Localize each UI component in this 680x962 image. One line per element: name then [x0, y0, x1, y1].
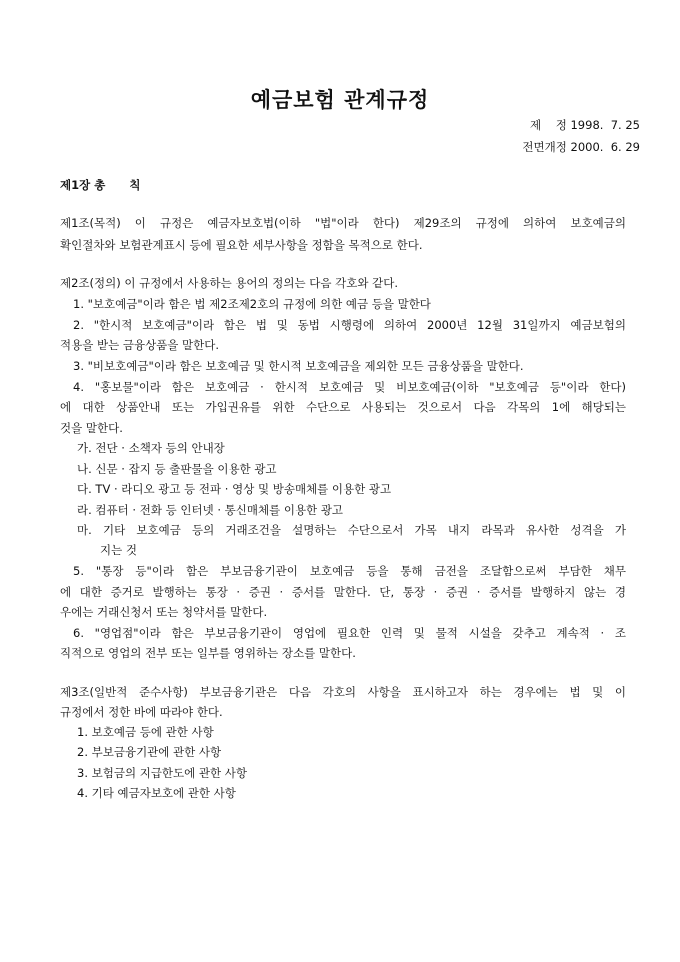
article-2-subitem-ma-line-2: 지는 것: [100, 543, 137, 557]
article-2-subitem-da: 다. TV · 라디오 광고 등 전파 · 영상 및 방송매체를 이용한 광고: [77, 482, 392, 496]
article-2-item-1: 1. "보호예금"이라 함은 법 제2조제2호의 규정에 의한 예금 등을 말한다: [73, 297, 431, 311]
revised-date: 전면개정 2000. 6. 29: [522, 140, 640, 154]
enacted-date: 제 정 1998. 7. 25: [530, 118, 640, 132]
article-2-item-4-line-1: 4. "홍보물"이라 함은 보호예금 · 한시적 보호예금 및 비보호예금(이하 "보호예금 등"이라 한다): [73, 380, 626, 394]
article-2-subitem-na: 나. 신문 · 잡지 등 출판물을 이용한 광고: [77, 462, 277, 476]
enactment-dates: [440, 114, 640, 158]
article-2-item-4-line-3: 것을 말한다.: [60, 421, 123, 435]
chapter-heading: 제1장 총 칙: [60, 178, 141, 192]
article-2-item-5-line-2: 에 대한 증거로 발행하는 통장 · 증권 · 증서를 말한다. 단, 통장 · 증권 · 증서를 발행하지 않는 경: [60, 585, 626, 599]
article-2-subitem-ga: 가. 전단 · 소책자 등의 안내장: [77, 441, 225, 455]
article-1-line-2: 확인절차와 보험관계표시 등에 필요한 세부사항을 정함을 목적으로 한다.: [60, 238, 423, 252]
article-2-subitem-ma-line-1: 마. 기타 보호예금 등의 거래조건을 설명하는 수단으로서 가목 내지 라목과 유사한 성격을 가: [77, 523, 626, 537]
article-2-item-6-line-1: 6. "영업점"이라 함은 부보금융기관이 영업에 필요한 인력 및 물적 시설을 갖추고 계속적 · 조: [73, 626, 626, 640]
article-2-item-2-line-2: 적용을 받는 금융상품을 말한다.: [60, 338, 220, 352]
article-3-line-1: 제3조(일반적 준수사항) 부보금융기관은 다음 각호의 사항을 표시하고자 하는 경우에는 법 및 이: [60, 685, 626, 699]
article-3-line-2: 규정에서 정한 바에 따라야 한다.: [60, 705, 223, 719]
article-2-subitem-ra: 라. 컴퓨터 · 전화 등 인터넷 · 통신매체를 이용한 광고: [77, 503, 344, 517]
article-2-intro: 제2조(정의) 이 규정에서 사용하는 용어의 정의는 다음 각호와 같다.: [60, 276, 399, 290]
article-2-item-4-line-2: 에 대한 상품안내 또는 가입권유를 위한 수단으로 사용되는 것으로서 다음 각목의 1에 해당되는: [60, 400, 626, 414]
article-2-item-2-line-1: 2. "한시적 보호예금"이라 함은 법 및 동법 시행령에 의하여 2000년 12월 31일까지 예금보험의: [73, 318, 626, 332]
article-2-item-6-line-2: 직적으로 영업의 전부 또는 일부를 영위하는 장소를 말한다.: [60, 646, 356, 660]
article-2-item-3: 3. "비보호예금"이라 함은 보호예금 및 한시적 보호예금을 제외한 모든 금융상품을 말한다.: [73, 359, 524, 373]
article-2-item-5-line-1: 5. "통장 등"이라 함은 부보금융기관이 보호예금 등을 통해 금전을 조달함으로써 부담한 채무: [73, 564, 626, 578]
article-2-item-5-line-3: 우에는 거래신청서 또는 청약서를 말한다.: [60, 605, 268, 619]
article-3-item-3: 3. 보험금의 지급한도에 관한 사항: [77, 766, 248, 780]
article-1-line-1: 제1조(목적) 이 규정은 예금자보호법(이하 "법"이라 한다) 제29조의 규정에 의하여 보호예금의: [60, 216, 626, 230]
article-3-item-4: 4. 기타 예금자보호에 관한 사항: [77, 786, 236, 800]
article-3-item-2: 2. 부보금융기관에 관한 사항: [77, 745, 222, 759]
document-title: 예금보험 관계규정: [250, 87, 430, 112]
article-3-item-1: 1. 보호예금 등에 관한 사항: [77, 725, 214, 739]
